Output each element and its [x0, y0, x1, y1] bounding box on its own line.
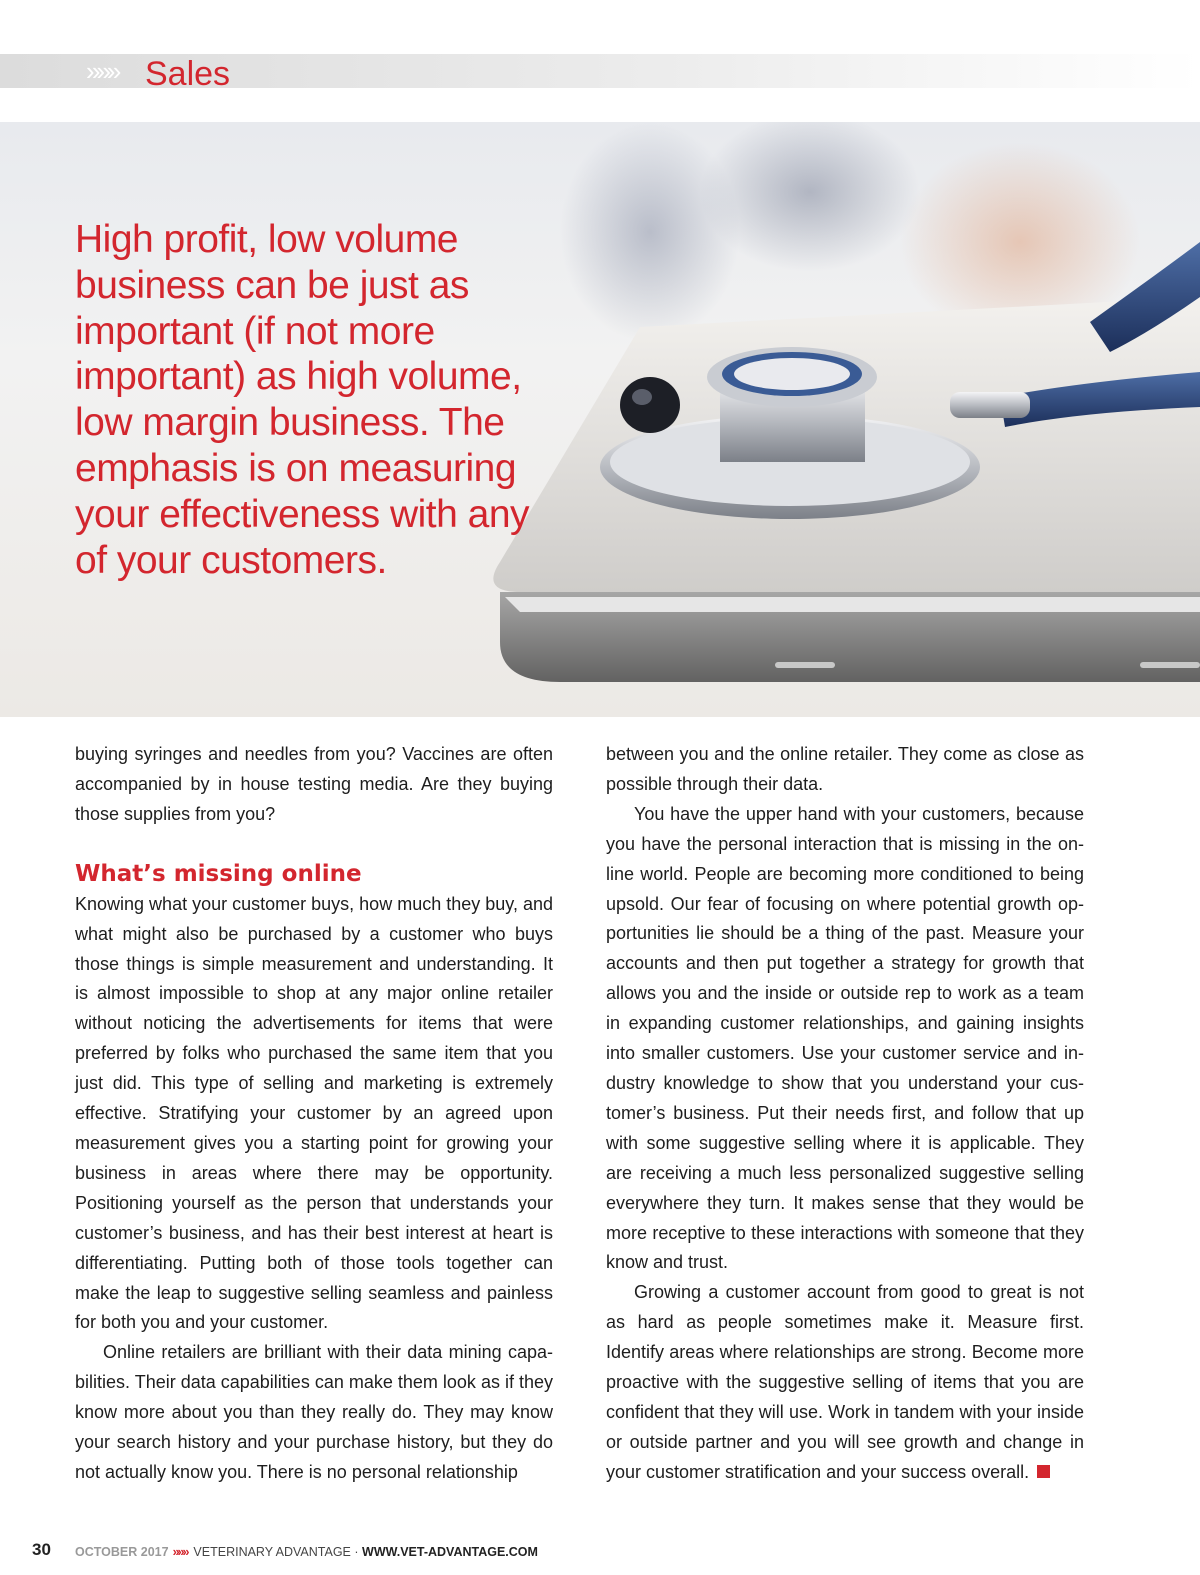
article-left-column: [75, 740, 553, 1488]
publication-name: VETERINARY ADVANTAGE: [193, 1545, 351, 1559]
body-paragraph: [606, 1278, 1084, 1487]
body-paragraph-text: Growing a customer account from good to great is not as hard as people sometimes make it. Measure first. Identify areas where relationships are strong. Become more proactive with the suggestive selling of items that you are confident that they will use. Work in tandem with your inside or outside partner and you will see growth and change in your customer stratification and your success overall.: [606, 1282, 1084, 1482]
footer-separator: ·: [354, 1545, 359, 1559]
website-link[interactable]: WWW.VET-ADVANTAGE.COM: [362, 1545, 538, 1559]
page-number: 30: [32, 1540, 51, 1559]
footer-chevrons-icon: »»»: [172, 1545, 188, 1559]
body-paragraph: Online retailers are brilliant with their data mining capabilities. Their data capabilities can make them look as if they know more about you than they really do. They may know your search history and your purchase history, but they do not actually know you. There is no personal relationship: [75, 1342, 553, 1482]
body-paragraph: buying syringes and needles from you? Vaccines are often accompanied by in house testing media. Are they buying those supplies from you?: [75, 744, 553, 824]
section-chevrons-icon: »»»: [86, 56, 118, 86]
page-footer: [75, 1545, 538, 1559]
pull-quote: High profit, low volume business can be just as important (if not more important) as high volume, low margin business. The emphasis is on measuring your effectiveness with any of your customers.: [75, 218, 530, 582]
body-paragraph: between you and the online retailer. They come as close as possible through their data.: [606, 744, 1084, 794]
end-mark-icon: [1037, 1465, 1050, 1478]
body-paragraph: Knowing what your customer buys, how much they buy, and what might also be purchased by a customer who buys those things is simple measurement and understanding. It is almost impossible to shop at any major online retailer without noticing the advertisements for items that were preferred by folks who purchased the same item that you just did. This type of selling and marketing is extremely effective. Stratifying your customer by an agreed upon measurement gives you a starting point for growing your business in areas where there may be opportunity. Positioning yourself as the person that understands your customer’s business, and has their best interest at heart is differentiating. Putting both of those tools together can make the leap to suggestive selling seamless and painless for both you and your customer.: [75, 893, 553, 1333]
hero-photo: [0, 122, 1200, 717]
section-subheading: What’s missing online: [75, 860, 362, 887]
body-paragraph: You have the upper hand with your customers, because you have the personal interaction that is missing in the online world. People are becoming more conditioned to being upsold. Our fear of focusing on where potential growth opportunities lie should be a thing of the past. Measure your accounts and then put together a strategy for growth that allows you and the inside or outside rep to work as a team in expanding customer relationships, and gaining insights into smaller customers. Use your customer service and industry knowledge to show that you understand your customer’s business. Put their needs first, and follow that up with some suggestive selling where it is applicable. They are receiving a much less personalized suggestive selling everywhere they turn. It makes sense that they would be more receptive to these interactions with someone that they know and trust.: [606, 803, 1084, 1273]
section-title: Sales: [145, 55, 231, 93]
issue-date: OCTOBER 2017: [75, 1545, 169, 1559]
article-right-column: [606, 740, 1084, 1488]
